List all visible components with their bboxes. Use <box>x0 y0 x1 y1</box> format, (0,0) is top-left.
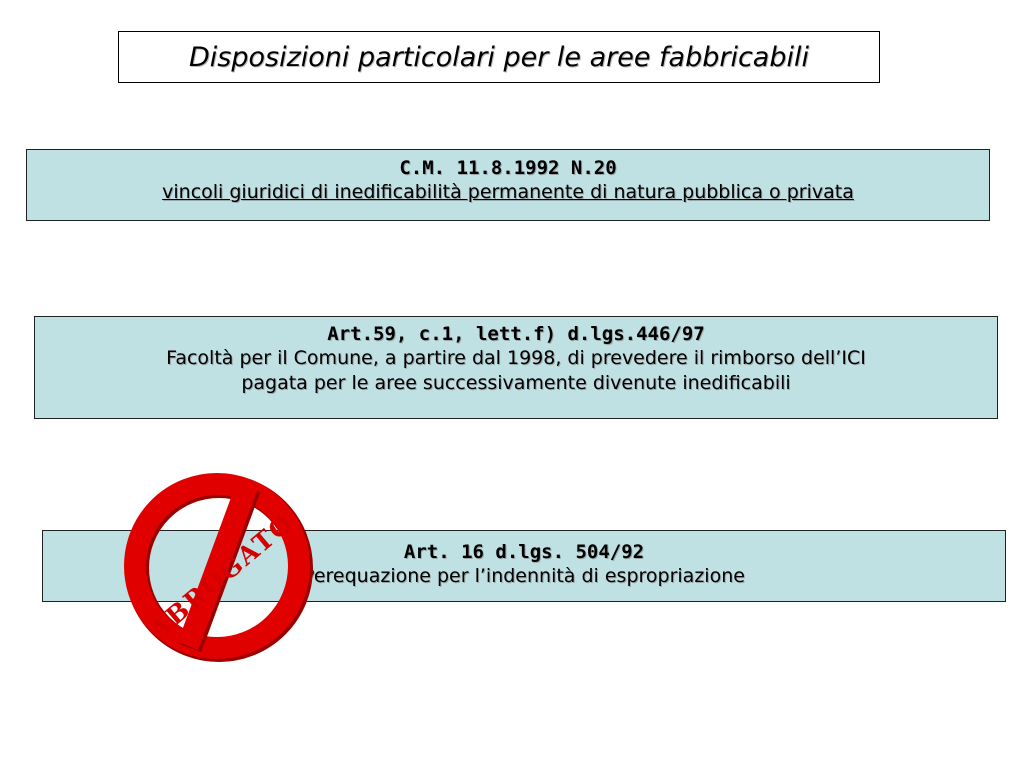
box-heading: Art. 16 d.lgs. 504/92 <box>403 541 645 563</box>
box-description: vincoli giuridici di inedificabilità permanente di natura pubblica o privata <box>162 181 854 203</box>
box-description-line-1: Facoltà per il Comune, a partire dal 1998, di prevedere il rimborso dell’ICI <box>166 347 866 369</box>
legal-reference-box-art59 <box>34 316 998 419</box>
abrogato-stamp-label: ABROGATO <box>143 507 300 645</box>
box-description-line-2: pagata per le aree successivamente divenute inedificabili <box>241 372 791 394</box>
slide-title-box <box>118 31 880 83</box>
box-heading: C.M. 11.8.1992 N.20 <box>399 157 617 179</box>
legal-reference-box-circular <box>26 149 990 221</box>
slide-title: Disposizioni particolari per le aree fabbricabili <box>189 41 809 73</box>
box-heading: Art.59, c.1, lett.f) d.lgs.446/97 <box>327 323 705 345</box>
box-description: Perequazione per l’indennità di espropriazione <box>303 565 745 587</box>
